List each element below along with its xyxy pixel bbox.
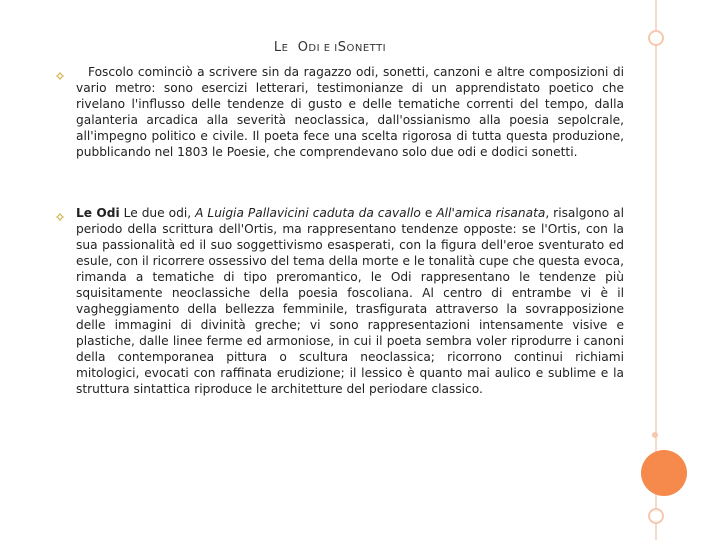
decorative-ring-bottom <box>648 508 664 524</box>
ode-title-2: All'amica risanata <box>436 206 546 220</box>
text-run: Le due odi, <box>119 206 196 220</box>
paragraph-heading: Le Odi <box>76 206 120 220</box>
sun-bullet-icon <box>56 72 64 80</box>
paragraph-odi <box>76 205 624 397</box>
slide-title: LE ODI E ISONETTI <box>273 40 387 55</box>
text-run: , risalgono al periodo della scrittura dell'Ortis, ma rappresentano tendenze opposte: se l'Ortis, con la sua passionalità ed il suo soggettivismo esasperati, con la figura dell'eroe sventurato ed esule, con il ricorrere ossessivo del tema della morte e le tonalità cupe che questa evoca, rimanda a tematiche di tipo preromantico, le Odi rappresentano le tendenze più squisitamente neoclassiche della poesia foscoliana. Al centro di entrambe vi è il vagheggiamento della bellezza femminile, trasfigurata attraverso la sovrapposizione delle immagini di divinità greche; vi sono rappresentazioni intensamente visive e plastiche, dalle linee ferme ed armoniose, in cui il poeta sembra voler riprodurre i canoni della contemporanea pittura o scultura neoclassica; ricorrono continui richiami mitologici, evocati con raffinata erudizione; il lessico è quanto mai aulico e sublime e la struttura sintattica riproduce le architetture del periodare classico. <box>76 206 625 396</box>
decorative-orange-circle <box>641 450 687 496</box>
text-run: e <box>420 206 437 220</box>
paragraph-intro: Foscolo cominciò a scrivere sin da ragazzo odi, sonetti, canzoni e altre composizioni di vario metro: sono esercizi letterari, testimonianze di un apprendistato poetico che rivelano l'influsso delle tendenze di gusto e delle tematiche correnti del tempo, dalla galanteria arcadica alla severità neoclassica, dall'ossianismo alla poesia sepolcrale, all'impegno politico e civile. Il poeta fece una scelta rigorosa di tutta questa produzione, pubblicando nel 1803 le Poesie, che comprendevano solo due odi e dodici sonetti. <box>76 65 624 159</box>
ode-title-1: A Luigia Pallavicini caduta da cavallo <box>195 206 421 220</box>
decorative-small-dot <box>652 432 658 438</box>
sun-bullet-icon <box>56 213 64 221</box>
